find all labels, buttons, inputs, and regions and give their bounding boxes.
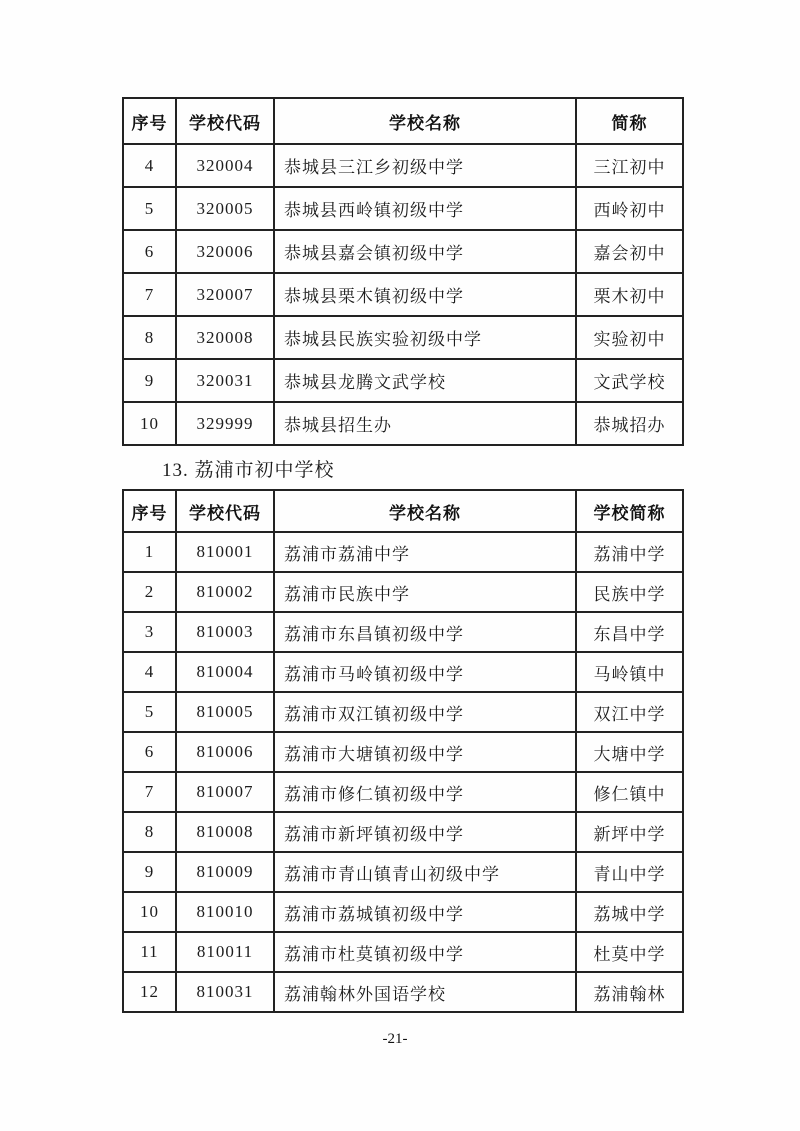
school-abbr: 荔浦翰林 bbox=[576, 972, 683, 1012]
school-code: 320006 bbox=[176, 230, 274, 273]
gongcheng-middle-school-table bbox=[122, 97, 684, 446]
row-number: 7 bbox=[123, 772, 176, 812]
school-name: 恭城县民族实验初级中学 bbox=[274, 316, 576, 359]
school-abbr: 马岭镇中 bbox=[576, 652, 683, 692]
school-abbr: 民族中学 bbox=[576, 572, 683, 612]
school-abbr: 恭城招办 bbox=[576, 402, 683, 445]
table-row bbox=[123, 812, 683, 852]
school-code: 320004 bbox=[176, 144, 274, 187]
school-name: 荔浦市东昌镇初级中学 bbox=[274, 612, 576, 652]
school-abbr: 西岭初中 bbox=[576, 187, 683, 230]
column-header: 序号 bbox=[123, 490, 176, 532]
school-abbr: 修仁镇中 bbox=[576, 772, 683, 812]
row-number: 11 bbox=[123, 932, 176, 972]
row-number: 2 bbox=[123, 572, 176, 612]
school-name: 恭城县栗木镇初级中学 bbox=[274, 273, 576, 316]
column-header: 学校代码 bbox=[176, 98, 274, 144]
row-number: 8 bbox=[123, 812, 176, 852]
school-code: 810006 bbox=[176, 732, 274, 772]
table-row bbox=[123, 230, 683, 273]
school-abbr: 嘉会初中 bbox=[576, 230, 683, 273]
column-header: 简称 bbox=[576, 98, 683, 144]
school-code: 320005 bbox=[176, 187, 274, 230]
school-code: 810008 bbox=[176, 812, 274, 852]
school-name: 荔浦市荔城镇初级中学 bbox=[274, 892, 576, 932]
table-row bbox=[123, 892, 683, 932]
lipu-middle-school-table bbox=[122, 489, 684, 1013]
school-code: 810031 bbox=[176, 972, 274, 1012]
school-code: 810002 bbox=[176, 572, 274, 612]
row-number: 8 bbox=[123, 316, 176, 359]
table-row bbox=[123, 972, 683, 1012]
school-abbr: 荔浦中学 bbox=[576, 532, 683, 572]
school-code: 320031 bbox=[176, 359, 274, 402]
table-row bbox=[123, 772, 683, 812]
school-name: 荔浦市马岭镇初级中学 bbox=[274, 652, 576, 692]
row-number: 4 bbox=[123, 652, 176, 692]
table-row bbox=[123, 273, 683, 316]
table-row bbox=[123, 852, 683, 892]
school-name: 恭城县三江乡初级中学 bbox=[274, 144, 576, 187]
school-name: 恭城县龙腾文武学校 bbox=[274, 359, 576, 402]
row-number: 9 bbox=[123, 852, 176, 892]
school-name: 恭城县嘉会镇初级中学 bbox=[274, 230, 576, 273]
row-number: 5 bbox=[123, 692, 176, 732]
column-header: 学校名称 bbox=[274, 98, 576, 144]
school-code: 810004 bbox=[176, 652, 274, 692]
row-number: 12 bbox=[123, 972, 176, 1012]
table-row bbox=[123, 359, 683, 402]
page-number: -21- bbox=[382, 1031, 408, 1047]
school-abbr: 新坪中学 bbox=[576, 812, 683, 852]
row-number: 10 bbox=[123, 892, 176, 932]
row-number: 9 bbox=[123, 359, 176, 402]
school-abbr: 青山中学 bbox=[576, 852, 683, 892]
school-abbr: 大塘中学 bbox=[576, 732, 683, 772]
school-code: 810003 bbox=[176, 612, 274, 652]
school-code: 320007 bbox=[176, 273, 274, 316]
table-row bbox=[123, 402, 683, 445]
row-number: 7 bbox=[123, 273, 176, 316]
school-code: 810001 bbox=[176, 532, 274, 572]
page-content bbox=[122, 97, 682, 1013]
school-name: 荔浦市青山镇青山初级中学 bbox=[274, 852, 576, 892]
column-header: 学校代码 bbox=[176, 490, 274, 532]
table-row bbox=[123, 612, 683, 652]
row-number: 1 bbox=[123, 532, 176, 572]
table-row bbox=[123, 932, 683, 972]
row-number: 6 bbox=[123, 230, 176, 273]
row-number: 10 bbox=[123, 402, 176, 445]
header-row bbox=[123, 98, 683, 144]
school-abbr: 东昌中学 bbox=[576, 612, 683, 652]
school-name: 荔浦市新坪镇初级中学 bbox=[274, 812, 576, 852]
school-name: 荔浦市大塘镇初级中学 bbox=[274, 732, 576, 772]
school-name: 荔浦市双江镇初级中学 bbox=[274, 692, 576, 732]
school-name: 荔浦市民族中学 bbox=[274, 572, 576, 612]
school-abbr: 双江中学 bbox=[576, 692, 683, 732]
table-row bbox=[123, 572, 683, 612]
row-number: 6 bbox=[123, 732, 176, 772]
school-code: 320008 bbox=[176, 316, 274, 359]
school-code: 810005 bbox=[176, 692, 274, 732]
table-row bbox=[123, 532, 683, 572]
school-code: 810007 bbox=[176, 772, 274, 812]
school-code: 810010 bbox=[176, 892, 274, 932]
school-name: 荔浦翰林外国语学校 bbox=[274, 972, 576, 1012]
school-name: 荔浦市杜莫镇初级中学 bbox=[274, 932, 576, 972]
school-abbr: 三江初中 bbox=[576, 144, 683, 187]
school-abbr: 文武学校 bbox=[576, 359, 683, 402]
school-name: 荔浦市修仁镇初级中学 bbox=[274, 772, 576, 812]
school-abbr: 杜莫中学 bbox=[576, 932, 683, 972]
table-row bbox=[123, 144, 683, 187]
column-header: 序号 bbox=[123, 98, 176, 144]
column-header: 学校简称 bbox=[576, 490, 683, 532]
header-row bbox=[123, 490, 683, 532]
school-name: 恭城县招生办 bbox=[274, 402, 576, 445]
school-name: 恭城县西岭镇初级中学 bbox=[274, 187, 576, 230]
row-number: 3 bbox=[123, 612, 176, 652]
table-row bbox=[123, 316, 683, 359]
school-code: 810011 bbox=[176, 932, 274, 972]
table-row bbox=[123, 652, 683, 692]
school-abbr: 栗木初中 bbox=[576, 273, 683, 316]
column-header: 学校名称 bbox=[274, 490, 576, 532]
school-code: 329999 bbox=[176, 402, 274, 445]
school-abbr: 实验初中 bbox=[576, 316, 683, 359]
table-row bbox=[123, 187, 683, 230]
row-number: 4 bbox=[123, 144, 176, 187]
school-name: 荔浦市荔浦中学 bbox=[274, 532, 576, 572]
school-abbr: 荔城中学 bbox=[576, 892, 683, 932]
table-row bbox=[123, 732, 683, 772]
section-title: 13. 荔浦市初中学校 bbox=[162, 460, 335, 481]
table-row bbox=[123, 692, 683, 732]
row-number: 5 bbox=[123, 187, 176, 230]
school-code: 810009 bbox=[176, 852, 274, 892]
